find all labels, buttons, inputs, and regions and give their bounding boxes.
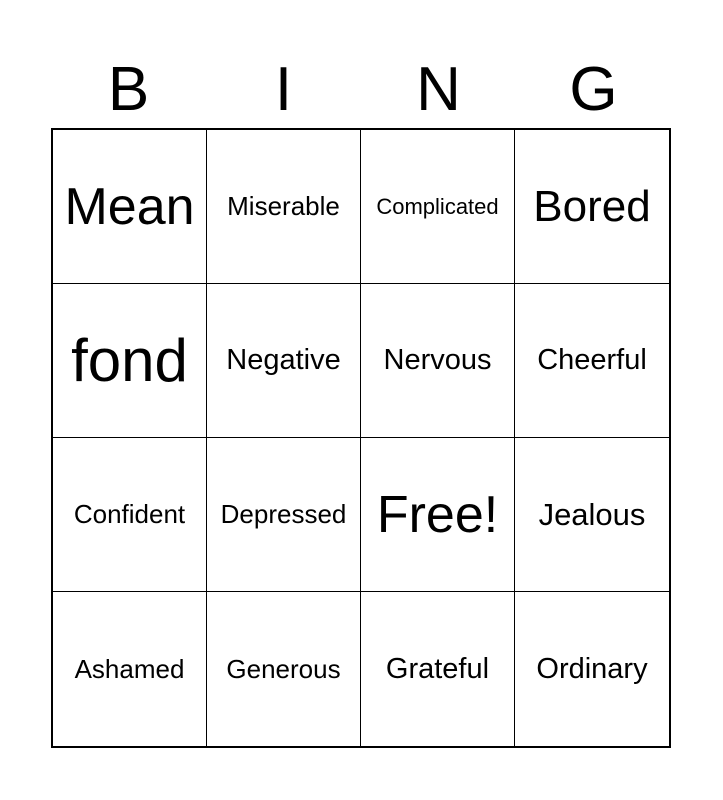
bingo-cell-depressed[interactable]: Depressed: [207, 438, 361, 592]
bingo-board: [51, 128, 671, 748]
bingo-cell-mean[interactable]: Mean: [53, 130, 207, 284]
bingo-cell-ordinary[interactable]: Ordinary: [536, 652, 648, 685]
bingo-cell-nervous[interactable]: Nervous: [361, 284, 515, 438]
header-letter-g: G: [569, 55, 618, 124]
bingo-cell-cheerful[interactable]: Cheerful: [515, 284, 669, 438]
bingo-cell-grateful[interactable]: Grateful: [361, 592, 515, 746]
bingo-cell-fond[interactable]: fond: [53, 284, 207, 438]
bingo-cell-confident[interactable]: Confident: [53, 438, 207, 592]
bingo-cell-negative[interactable]: Negative: [207, 284, 361, 438]
bingo-cell-complicated[interactable]: Complicated: [361, 130, 515, 284]
bingo-cell-free[interactable]: Free!: [361, 438, 515, 592]
bingo-header: [51, 52, 671, 128]
header-letter-b: B: [107, 55, 150, 124]
header-letter-i: I: [274, 55, 293, 124]
bingo-cell-jealous[interactable]: Jealous: [515, 438, 669, 592]
bingo-cell-bored[interactable]: Bored: [515, 130, 669, 284]
header-letter-n: N: [416, 55, 461, 124]
bingo-cell-generous[interactable]: Generous: [207, 592, 361, 746]
bingo-cell-ashamed[interactable]: Ashamed: [53, 592, 207, 746]
bingo-cell-miserable[interactable]: Miserable: [207, 130, 361, 284]
